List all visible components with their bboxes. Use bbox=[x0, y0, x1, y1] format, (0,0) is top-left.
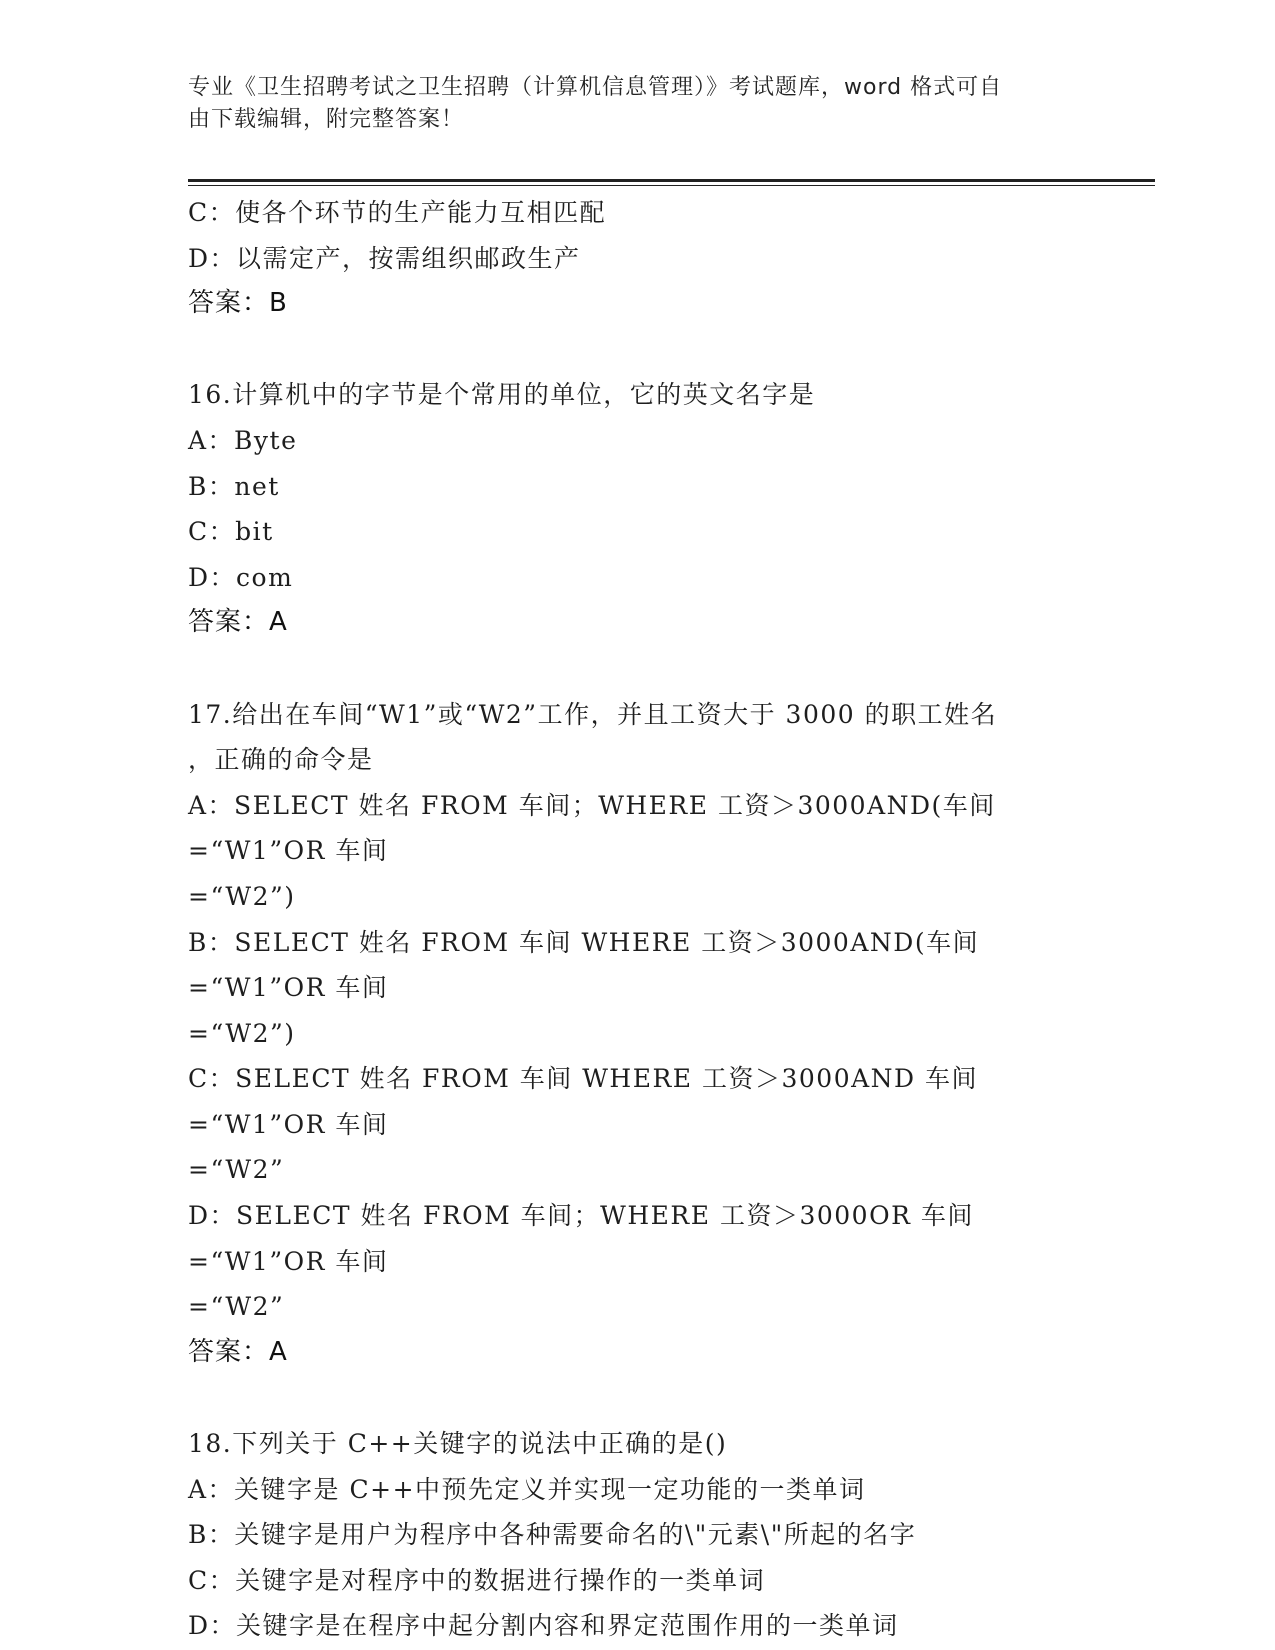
option-c: C：SELECT 姓名 FROM 车间 WHERE 工资＞3000AND 车间=“W1”OR 车间 bbox=[188, 1064, 979, 1139]
answer-line: 答案：A bbox=[188, 1336, 288, 1367]
option-d: D：关键字是在程序中起分割内容和界定范围作用的一类单词 bbox=[188, 1611, 899, 1641]
option-b-continued: =“W2”) bbox=[188, 1018, 296, 1048]
question-stem: 16.计算机中的字节是个常用的单位，它的英文名字是 bbox=[188, 380, 816, 410]
option-d: D：SELECT 姓名 FROM 车间；WHERE 工资＞3000OR 车间=“W1”OR 车间 bbox=[188, 1201, 974, 1276]
question-16 bbox=[188, 372, 1088, 646]
option-b: B：SELECT 姓名 FROM 车间 WHERE 工资＞3000AND(车间=“W1”OR 车间 bbox=[188, 927, 980, 1003]
previous-question-tail bbox=[188, 190, 1088, 327]
spacer bbox=[188, 646, 1088, 692]
answer-line: 答案：A bbox=[188, 607, 288, 638]
header-line-2: 由下载编辑，附完整答案！ bbox=[188, 107, 465, 132]
question-17 bbox=[188, 692, 1088, 1376]
option-c: C：bit bbox=[188, 517, 274, 547]
document-header bbox=[188, 72, 1068, 136]
option-c: C：关键字是对程序中的数据进行操作的一类单词 bbox=[188, 1565, 766, 1595]
option-a: A：关键字是 C++中预先定义并实现一定功能的一类单词 bbox=[188, 1474, 866, 1504]
spacer bbox=[188, 327, 1088, 373]
question-stem-continued: ，正确的命令是 bbox=[188, 745, 374, 775]
question-stem: 18.下列关于 C++关键字的说法中正确的是() bbox=[188, 1429, 728, 1459]
option-d: D：以需定产，按需组织邮政生产 bbox=[188, 243, 581, 273]
option-a: A：SELECT 姓名 FROM 车间；WHERE 工资＞3000AND(车间=“W1”OR 车间 bbox=[188, 790, 996, 866]
option-a-continued: =“W2”) bbox=[188, 881, 296, 911]
header-rule-thin bbox=[188, 185, 1155, 186]
option-d-continued: =“W2” bbox=[188, 1292, 285, 1322]
option-c-continued: =“W2” bbox=[188, 1155, 285, 1185]
option-a: A：Byte bbox=[188, 425, 298, 455]
option-b: B：net bbox=[188, 471, 280, 501]
spacer bbox=[188, 1375, 1088, 1421]
option-b: B：关键字是用户为程序中各种需要命名的\"元素\"所起的名字 bbox=[188, 1520, 917, 1550]
question-stem: 17.给出在车间“W1”或“W2”工作，并且工资大于 3000 的职工姓名 bbox=[188, 699, 998, 729]
header-line-1: 专业《卫生招聘考试之卫生招聘（计算机信息管理）》考试题库，word 格式可自 bbox=[188, 75, 1003, 100]
answer-line: 答案：B bbox=[188, 288, 288, 319]
question-18 bbox=[188, 1421, 1088, 1649]
option-d: D：com bbox=[188, 562, 294, 592]
question-content bbox=[188, 190, 1088, 1649]
option-c: C：使各个环节的生产能力互相匹配 bbox=[188, 198, 607, 227]
header-rule-thick bbox=[188, 179, 1155, 182]
